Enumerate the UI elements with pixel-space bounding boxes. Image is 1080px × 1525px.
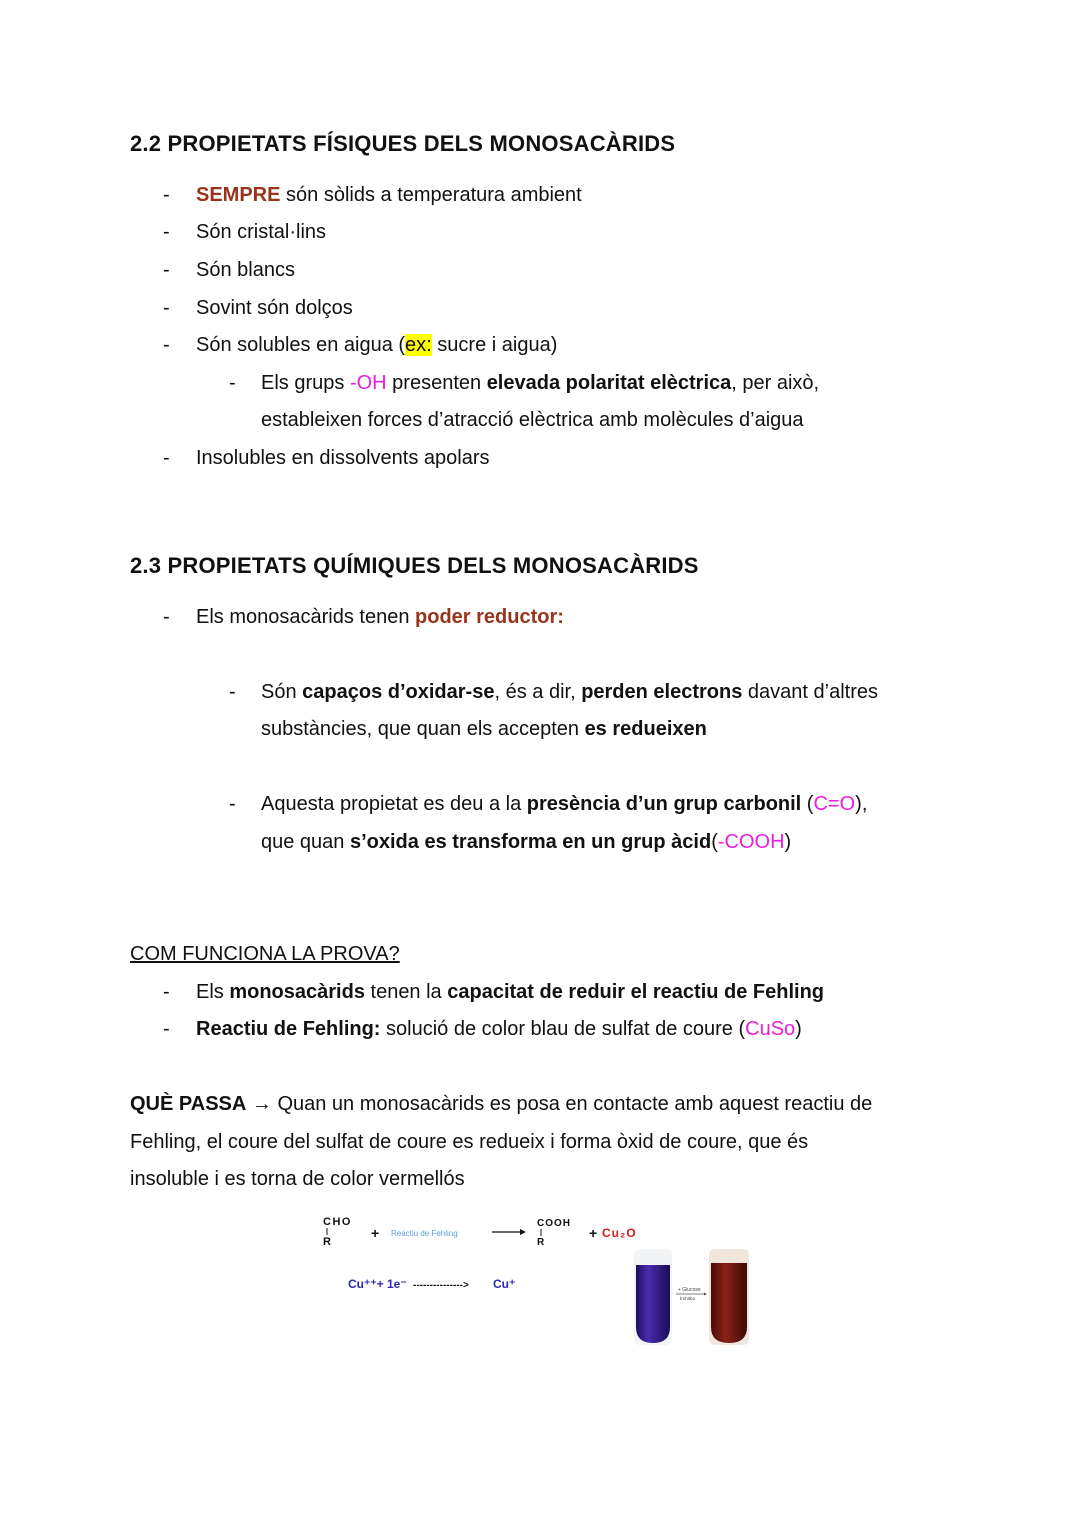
test-heading: COM FUNCIONA LA PROVA? — [130, 943, 400, 965]
fehling-reaction-diagram — [310, 1205, 770, 1355]
r-label: R — [323, 1236, 331, 1248]
sub-list-item-cont: substàncies, que quan els accepten es redueixen — [261, 718, 707, 740]
cu-equation-arrow: ---------------> — [413, 1280, 469, 1291]
sub-list-item-cont: estableixen forces d’atracció elèctrica amb molècules d’aigua — [261, 409, 804, 431]
list-item: Són solubles en aigua (ex: sucre i aigua) — [196, 334, 558, 356]
sub-list-item-cont: que quan s’oxida es transforma en un grup àcid(-COOH) — [261, 831, 792, 853]
cu-equation-right: Cu⁺ — [493, 1277, 516, 1291]
cu2o-label: Cu₂O — [602, 1226, 637, 1240]
list-item: Insolubles en dissolvents apolars — [196, 447, 490, 469]
list-item: Sovint són dolços — [196, 297, 353, 319]
test-tube-blue — [636, 1265, 670, 1343]
tube-label: + Glucose — [678, 1287, 701, 1293]
bullet-dash: - — [163, 447, 170, 469]
bullet-dash: - — [163, 297, 170, 319]
r-label: R — [537, 1237, 545, 1248]
highlight: ex: — [405, 334, 432, 356]
list-item: Són blancs — [196, 259, 295, 281]
list-item: Els monosacàrids tenen la capacitat de reduir el reactiu de Fehling — [196, 981, 825, 1003]
list-item: SEMPRE són sòlids a temperatura ambient — [196, 184, 582, 206]
cu-equation-left: Cu⁺⁺+ 1e⁻ — [348, 1277, 407, 1291]
bullet-dash: - — [163, 1018, 170, 1040]
section-title-chemical: 2.3 PROPIETATS QUÍMIQUES DELS MONOSACÀRIDS — [130, 553, 699, 578]
sub-bullet-dash: - — [229, 793, 236, 815]
sub-bullet-dash: - — [229, 372, 236, 394]
cooh-label: COOH — [537, 1218, 571, 1229]
list-item: Són cristal·lins — [196, 221, 327, 243]
bullet-dash: - — [163, 221, 170, 243]
reagent-label: Reactiu de Fehling — [391, 1229, 458, 1238]
cho-label: CHO — [323, 1216, 352, 1228]
plus-sign: + — [371, 1225, 380, 1241]
what-paragraph-line2: Fehling, el coure del sulfat de coure es redueix i forma òxid de coure, que és — [130, 1131, 809, 1153]
sub-list-item: Els grups -OH presenten elevada polaritat elèctrica, per això, — [261, 372, 820, 394]
tube-arrowhead — [704, 1293, 707, 1296]
reaction-arrowhead — [520, 1229, 526, 1235]
bullet-dash: - — [163, 981, 170, 1003]
sub-list-item: Són capaços d’oxidar-se, és a dir, perden electrons davant d’altres — [261, 681, 878, 703]
section-title-physical: 2.2 PROPIETATS FÍSIQUES DELS MONOSACÀRIDS — [130, 131, 676, 156]
test-tube-red — [711, 1263, 747, 1343]
tube-label-2: ℹ‘nhitbo — [680, 1296, 695, 1301]
bullet-dash: - — [163, 184, 170, 206]
list-item: Reactiu de Fehling: solució de color blau de sulfat de coure (CuSo) — [196, 1018, 802, 1040]
list-item: Els monosacàrids tenen poder reductor: — [196, 606, 564, 628]
bullet-dash: - — [163, 334, 170, 356]
what-paragraph-line1: QUÈ PASSA → Quan un monosacàrids es posa en contacte amb aquest reactiu de — [130, 1093, 873, 1115]
plus-sign: + — [589, 1225, 598, 1241]
bullet-dash: - — [163, 259, 170, 281]
what-paragraph-line3: insoluble i es torna de color vermellós — [130, 1168, 465, 1190]
sub-list-item: Aquesta propietat es deu a la presència d’un grup carbonil (C=O), — [261, 793, 868, 815]
bullet-dash: - — [163, 606, 170, 628]
sub-bullet-dash: - — [229, 681, 236, 703]
